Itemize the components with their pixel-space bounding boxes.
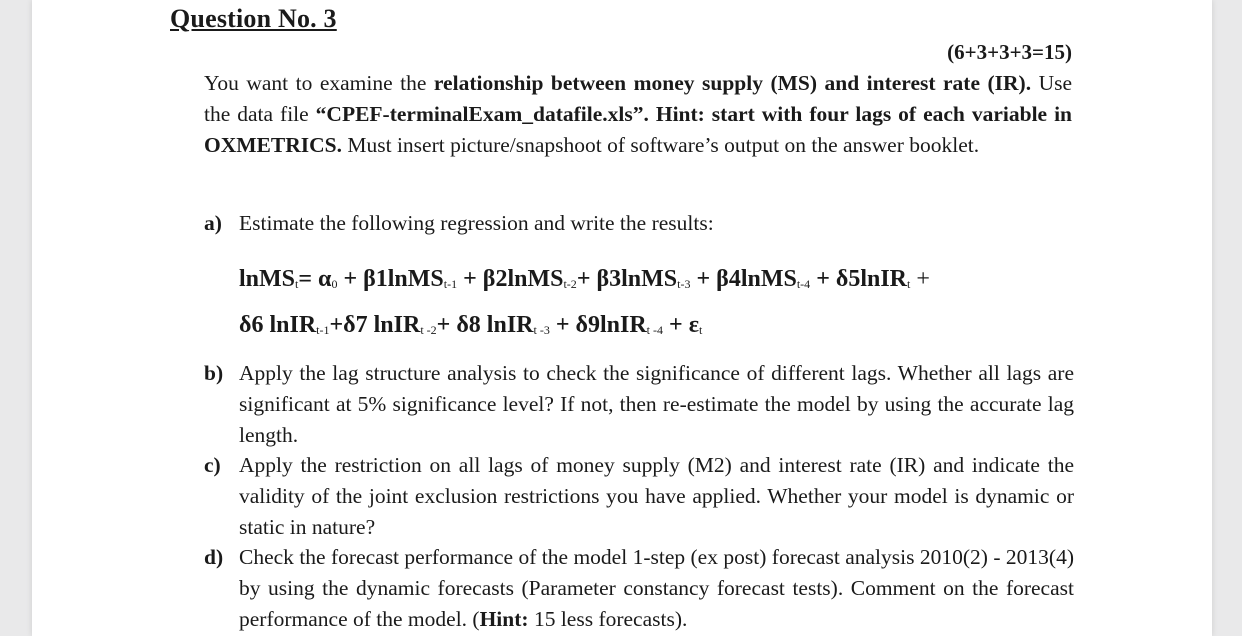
eq-term: + β2lnMS	[457, 266, 564, 292]
part-d-text-2: 15 less forecasts).	[528, 607, 688, 631]
eq-subscript: t -3	[533, 323, 550, 337]
part-d-text-1: Check the forecast performance of the model 1-step (ex post) forecast analysis 2010(2) - 2013(4) by using the dynamic forecasts (Parameter constancy forecast tests). Comment on the forecast performance of the model. (	[239, 545, 1074, 631]
eq-subscript: t-2	[563, 277, 577, 291]
eq-subscript: t	[698, 323, 703, 337]
equation-line-2	[239, 312, 702, 339]
eq-term: + δ9lnIR	[549, 312, 647, 338]
eq-term: + δ5lnIR	[810, 266, 908, 292]
eq-subscript: t-4	[796, 277, 811, 291]
intro-bold-2: “CPEF-terminalExam_datafile.xls”. Hint: start with four lags of each variable in OXMETRICS.	[204, 102, 1072, 157]
part-b-text: Apply the lag structure analysis to check the significance of different lags. Whether all lags are significant at 5% significance level? If not, then re-estimate the model by using the accurate lag length.	[239, 361, 1074, 447]
part-c	[192, 450, 1074, 543]
eq-term: + β3lnMS	[576, 266, 678, 292]
part-c-label: c)	[204, 453, 221, 477]
intro-text-1: You want to examine the	[204, 71, 434, 95]
question-title: Question No. 3	[170, 4, 337, 33]
intro-bold-1: relationship between money supply (MS) and interest rate (IR).	[433, 71, 1032, 95]
part-d-label: d)	[204, 545, 224, 569]
eq-subscript: t -4	[646, 323, 664, 337]
eq-term: lnMS	[239, 266, 296, 292]
document-page	[32, 0, 1212, 636]
question-intro	[204, 68, 1072, 161]
eq-term: δ6 lnIR	[239, 312, 317, 338]
part-d-text	[239, 542, 1074, 635]
eq-subscript: t-3	[677, 277, 691, 291]
eq-term: = α	[298, 266, 332, 292]
part-c-text: Apply the restriction on all lags of money supply (M2) and interest rate (IR) and indicate the validity of the joint exclusion restrictions you have applied. Whether your model is dynamic or static in nature?	[239, 453, 1074, 539]
eq-subscript: t-1	[316, 323, 330, 337]
intro-text-2: Use the data file	[204, 71, 1072, 126]
part-a	[192, 208, 1074, 239]
part-a-text: Estimate the following regression and write the results:	[239, 211, 714, 235]
eq-subscript: 0	[331, 277, 338, 291]
eq-subscript: t -2	[420, 323, 437, 337]
intro-text-3: Must insert picture/snapshoot of software’s output on the answer booklet.	[341, 133, 980, 157]
part-b-label: b)	[204, 361, 224, 385]
eq-term: + β4lnMS	[690, 266, 797, 292]
equation-line-1	[239, 266, 930, 293]
eq-term: + ε	[663, 312, 699, 338]
part-d-hint: Hint:	[479, 607, 529, 631]
eq-term: + β1lnMS	[337, 266, 444, 292]
part-a-label: a)	[204, 211, 222, 235]
eq-subscript: t	[907, 277, 911, 291]
question-marks: (6+3+3+3=15)	[947, 40, 1072, 64]
eq-subscript: t	[295, 277, 299, 291]
eq-subscript: t-1	[443, 277, 458, 291]
eq-term: +	[910, 266, 930, 292]
eq-term: + δ8 lnIR	[436, 312, 534, 338]
eq-term: +δ7 lnIR	[329, 312, 421, 338]
part-d	[192, 542, 1074, 635]
part-b	[192, 358, 1074, 451]
